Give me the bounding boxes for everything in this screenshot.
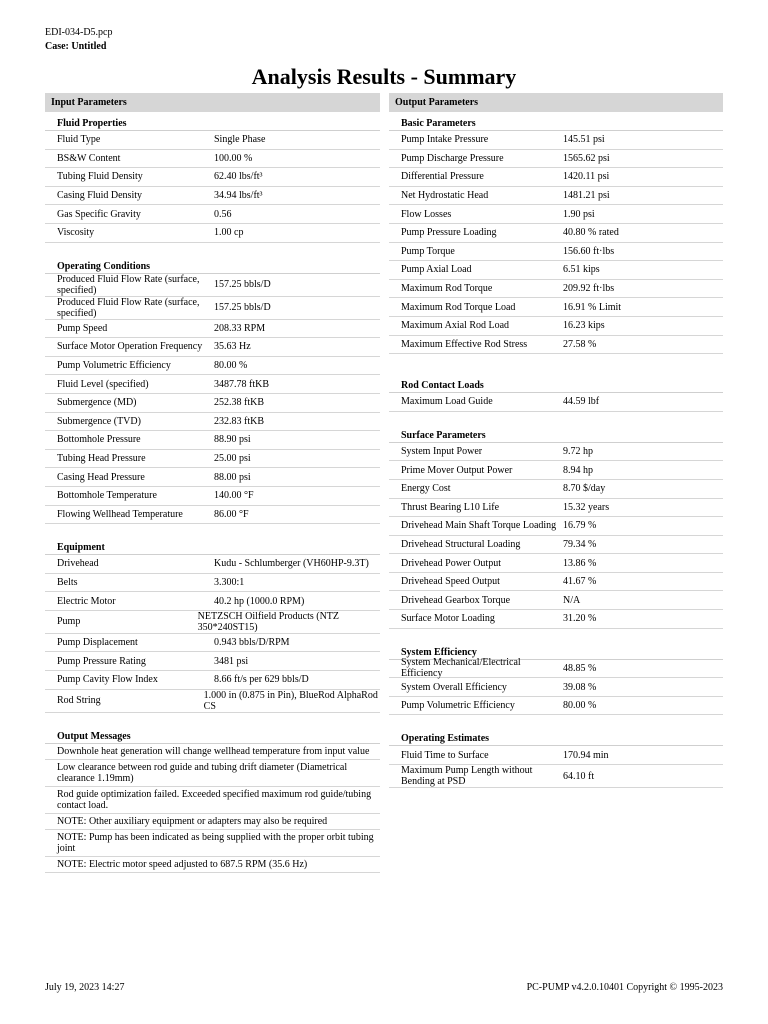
param-label: Surface Motor Operation Frequency (57, 341, 203, 353)
param-value: 16.79 % (563, 520, 597, 532)
document-header (45, 26, 112, 54)
param-value: 15.32 years (563, 501, 610, 513)
param-row (389, 280, 723, 299)
param-value: 3.300:1 (214, 576, 245, 588)
footer-date: July 19, 2023 14:27 (45, 982, 125, 993)
param-label: Drivehead Power Output (401, 557, 501, 569)
param-value: 44.59 lbf (563, 396, 600, 408)
param-row (45, 274, 380, 297)
param-label: Pump Discharge Pressure (401, 152, 504, 164)
param-row (45, 652, 380, 671)
param-label: Differential Pressure (401, 171, 484, 183)
output-messages-section-title: Output Messages (45, 725, 380, 744)
param-row (45, 338, 380, 357)
param-label: Pump Displacement (57, 637, 138, 649)
case-name: Case: Untitled (45, 41, 107, 52)
param-value: 27.58 % (563, 338, 597, 350)
param-label: Pump Speed (57, 322, 108, 334)
param-row (45, 375, 380, 394)
param-value: N/A (563, 594, 581, 606)
param-row (389, 243, 723, 262)
param-row (45, 574, 380, 593)
param-row (389, 317, 723, 336)
param-row (389, 517, 723, 536)
param-value: 9.72 hp (563, 446, 593, 458)
spacer (45, 713, 380, 725)
param-value: 39.08 % (563, 681, 597, 693)
param-value: 25.00 psi (214, 453, 251, 465)
spacer (389, 354, 723, 374)
param-label: Produced Fluid Flow Rate (surface, specified) (57, 273, 200, 296)
param-value: 48.85 % (563, 662, 597, 674)
param-row (45, 297, 380, 320)
spacer (45, 524, 380, 536)
param-value: 157.25 bbls/D (214, 279, 271, 291)
param-row (389, 261, 723, 280)
param-value: 1.90 psi (563, 208, 595, 220)
param-label: System Input Power (401, 446, 483, 458)
param-value: 80.00 % (214, 360, 248, 372)
param-row (45, 468, 380, 487)
param-label: Pump Volumetric Efficiency (401, 700, 515, 712)
param-label: Pump Pressure Rating (57, 655, 146, 667)
param-value: 6.51 kips (563, 264, 600, 276)
param-row (45, 671, 380, 690)
param-label: Prime Mover Output Power (401, 464, 513, 476)
param-value: 252.38 ftKB (214, 397, 264, 409)
param-label: System Overall Efficiency (401, 681, 507, 693)
param-row (389, 205, 723, 224)
param-label: Flowing Wellhead Temperature (57, 508, 183, 520)
basic-parameters-section-title: Basic Parameters (389, 112, 723, 131)
param-label: Maximum Axial Rod Load (401, 320, 510, 332)
rod-contact-section-title: Rod Contact Loads (389, 374, 723, 393)
param-row (389, 657, 723, 680)
param-row (45, 187, 380, 206)
param-row (389, 298, 723, 317)
output-message: Downhole heat generation will change wellhead temperature from input value (45, 744, 380, 760)
param-value: 1481.21 psi (563, 190, 610, 202)
param-label: Bottomhole Temperature (57, 490, 157, 502)
param-label: Rod String (57, 695, 101, 707)
output-message: NOTE: Electric motor speed adjusted to 687.5 RPM (35.6 Hz) (45, 857, 380, 873)
param-label: Casing Head Pressure (57, 471, 145, 483)
output-parameters-heading: Output Parameters (389, 93, 723, 112)
param-value: 62.40 lbs/ft³ (214, 171, 263, 183)
param-row (389, 591, 723, 610)
system-efficiency-section-title: System Efficiency (389, 641, 723, 660)
param-value: 1420.11 psi (563, 171, 610, 183)
param-label: Belts (57, 576, 78, 588)
param-value: 209.92 ft·lbs (563, 283, 615, 295)
param-value: 16.91 % Limit (563, 301, 622, 313)
param-value: 88.00 psi (214, 471, 251, 483)
param-value: 88.90 psi (214, 434, 251, 446)
param-label: Produced Fluid Flow Rate (surface, specified) (57, 296, 200, 319)
param-row (389, 336, 723, 355)
param-value: 208.33 RPM (214, 322, 266, 334)
param-label: Casing Fluid Density (57, 190, 143, 202)
param-label: Fluid Level (specified) (57, 378, 149, 390)
param-row (45, 150, 380, 169)
param-value: 156.60 ft·lbs (563, 245, 615, 257)
param-row (45, 394, 380, 413)
param-row (45, 357, 380, 376)
param-row (45, 487, 380, 506)
param-row (389, 150, 723, 169)
output-message: Low clearance between rod guide and tubing drift diameter (Diametrical clearance 1.19mm) (45, 760, 380, 787)
param-value: 86.00 °F (214, 508, 249, 520)
param-value: 40.2 hp (1000.0 RPM) (214, 595, 305, 607)
param-value: 40.80 % rated (563, 227, 619, 239)
param-row (45, 431, 380, 450)
param-row (389, 480, 723, 499)
param-row (389, 678, 723, 697)
param-label: Drivehead (57, 558, 99, 570)
param-value: 8.66 ft/s per 629 bbls/D (214, 674, 309, 686)
param-value: 13.86 % (563, 557, 597, 569)
operating-conditions-section-title: Operating Conditions (45, 255, 380, 274)
param-value: 34.94 lbs/ft³ (214, 190, 263, 202)
param-value: 0.56 (214, 208, 232, 220)
surface-parameters-section-title: Surface Parameters (389, 424, 723, 443)
param-label: Pump Cavity Flow Index (57, 674, 158, 686)
param-value: 1.000 in (0.875 in Pin), BlueRod AlphaRod CS (203, 689, 378, 712)
param-value: 1.00 cp (214, 227, 244, 239)
param-label: Pump Volumetric Efficiency (57, 360, 171, 372)
param-row (389, 536, 723, 555)
param-label: Fluid Type (57, 134, 101, 146)
param-row (45, 224, 380, 243)
operating-estimates-section-title: Operating Estimates (389, 727, 723, 746)
param-value: NETZSCH Oilfield Products (NTZ 350*240ST15) (197, 610, 340, 633)
output-parameters-column (389, 93, 723, 788)
param-label: Drivehead Gearbox Torque (401, 594, 511, 606)
param-label: Viscosity (57, 227, 95, 239)
file-name: EDI-034-D5.pcp (45, 27, 113, 38)
param-label: BS&W Content (57, 152, 121, 164)
param-label: Flow Losses (401, 208, 452, 220)
param-value: 157.25 bbls/D (214, 302, 271, 314)
param-row (389, 697, 723, 716)
param-label: Net Hydrostatic Head (401, 190, 489, 202)
param-row (389, 573, 723, 592)
page-title: Analysis Results - Summary (251, 64, 517, 89)
param-value: 100.00 % (214, 152, 253, 164)
spacer (45, 243, 380, 255)
param-row (45, 320, 380, 339)
equipment-section-title: Equipment (45, 536, 380, 555)
param-label: Drivehead Structural Loading (401, 538, 521, 550)
param-row (45, 168, 380, 187)
spacer (389, 629, 723, 641)
param-label: Tubing Head Pressure (57, 453, 146, 465)
param-value: Kudu - Schlumberger (VH60HP-9.3T) (214, 558, 369, 570)
param-label: Pump Pressure Loading (401, 227, 497, 239)
param-row (45, 413, 380, 432)
param-label: Pump Intake Pressure (401, 134, 489, 146)
param-row (389, 187, 723, 206)
param-value: 16.23 kips (563, 320, 605, 332)
param-row (45, 555, 380, 574)
param-row (389, 131, 723, 150)
input-parameters-heading: Input Parameters (45, 93, 380, 112)
param-value: 140.00 °F (214, 490, 254, 502)
footer-app-version: PC-PUMP v4.2.0.10401 Copyright © 1995-2023 (526, 982, 723, 993)
param-row (389, 765, 723, 788)
param-value: 35.63 Hz (214, 341, 251, 353)
output-message: Rod guide optimization failed. Exceeded specified maximum rod guide/tubing contact load. (45, 787, 380, 814)
param-label: Maximum Effective Rod Stress (401, 338, 528, 350)
param-row (389, 168, 723, 187)
output-message: NOTE: Pump has been indicated as being supplied with the proper orbit tubing joint (45, 830, 380, 857)
spacer (389, 412, 723, 424)
param-row (45, 131, 380, 150)
param-value: 170.94 min (563, 749, 609, 761)
param-value: 232.83 ftKB (214, 415, 264, 427)
param-value: 8.70 $/day (563, 483, 606, 495)
param-value: 1565.62 psi (563, 152, 610, 164)
param-label: Bottomhole Pressure (57, 434, 141, 446)
param-value: 80.00 % (563, 700, 597, 712)
param-value: 3487.78 ftKB (214, 378, 269, 390)
param-label: System Mechanical/Electrical Efficiency (401, 657, 521, 680)
param-label: Drivehead Speed Output (401, 576, 500, 588)
param-value: Single Phase (214, 134, 266, 146)
param-value: 41.67 % (563, 576, 597, 588)
param-label: Maximum Load Guide (401, 396, 493, 408)
param-label: Drivehead Main Shaft Torque Loading (401, 520, 557, 532)
param-row (45, 205, 380, 224)
param-row (389, 224, 723, 243)
param-value: 8.94 hp (563, 464, 593, 476)
param-label: Energy Cost (401, 483, 451, 495)
param-label: Pump (57, 616, 81, 628)
param-value: 0.943 bbls/D/RPM (214, 637, 290, 649)
param-label: Tubing Fluid Density (57, 171, 143, 183)
param-row (389, 746, 723, 765)
param-row (45, 634, 380, 653)
param-row (389, 393, 723, 412)
param-row (45, 506, 380, 525)
param-label: Surface Motor Loading (401, 613, 495, 625)
param-label: Thrust Bearing L10 Life (401, 501, 500, 513)
param-label: Electric Motor (57, 595, 116, 607)
param-value: 145.51 psi (563, 134, 605, 146)
param-row (45, 690, 380, 713)
param-value: 31.20 % (563, 613, 597, 625)
param-label: Maximum Pump Length without Bending at PSD (401, 765, 533, 788)
param-label: Fluid Time to Surface (401, 749, 489, 761)
spacer (389, 715, 723, 727)
param-row (389, 610, 723, 629)
param-row (45, 592, 380, 611)
output-message: NOTE: Other auxiliary equipment or adapters may also be required (45, 814, 380, 830)
param-row (389, 443, 723, 462)
param-row (389, 554, 723, 573)
param-row (389, 499, 723, 518)
param-value: 3481 psi (214, 655, 249, 667)
fluid-properties-section-title: Fluid Properties (45, 112, 380, 131)
param-label: Submergence (MD) (57, 397, 137, 409)
param-label: Maximum Rod Torque (401, 283, 493, 295)
param-label: Submergence (TVD) (57, 415, 141, 427)
param-value: 79.34 % (563, 538, 597, 550)
param-value: 64.10 ft (563, 770, 595, 782)
input-parameters-column (45, 93, 380, 873)
param-label: Maximum Rod Torque Load (401, 301, 516, 313)
param-label: Pump Torque (401, 245, 455, 257)
param-row (45, 611, 380, 634)
param-row (389, 461, 723, 480)
param-label: Gas Specific Gravity (57, 208, 141, 220)
param-label: Pump Axial Load (401, 264, 472, 276)
param-row (45, 450, 380, 469)
